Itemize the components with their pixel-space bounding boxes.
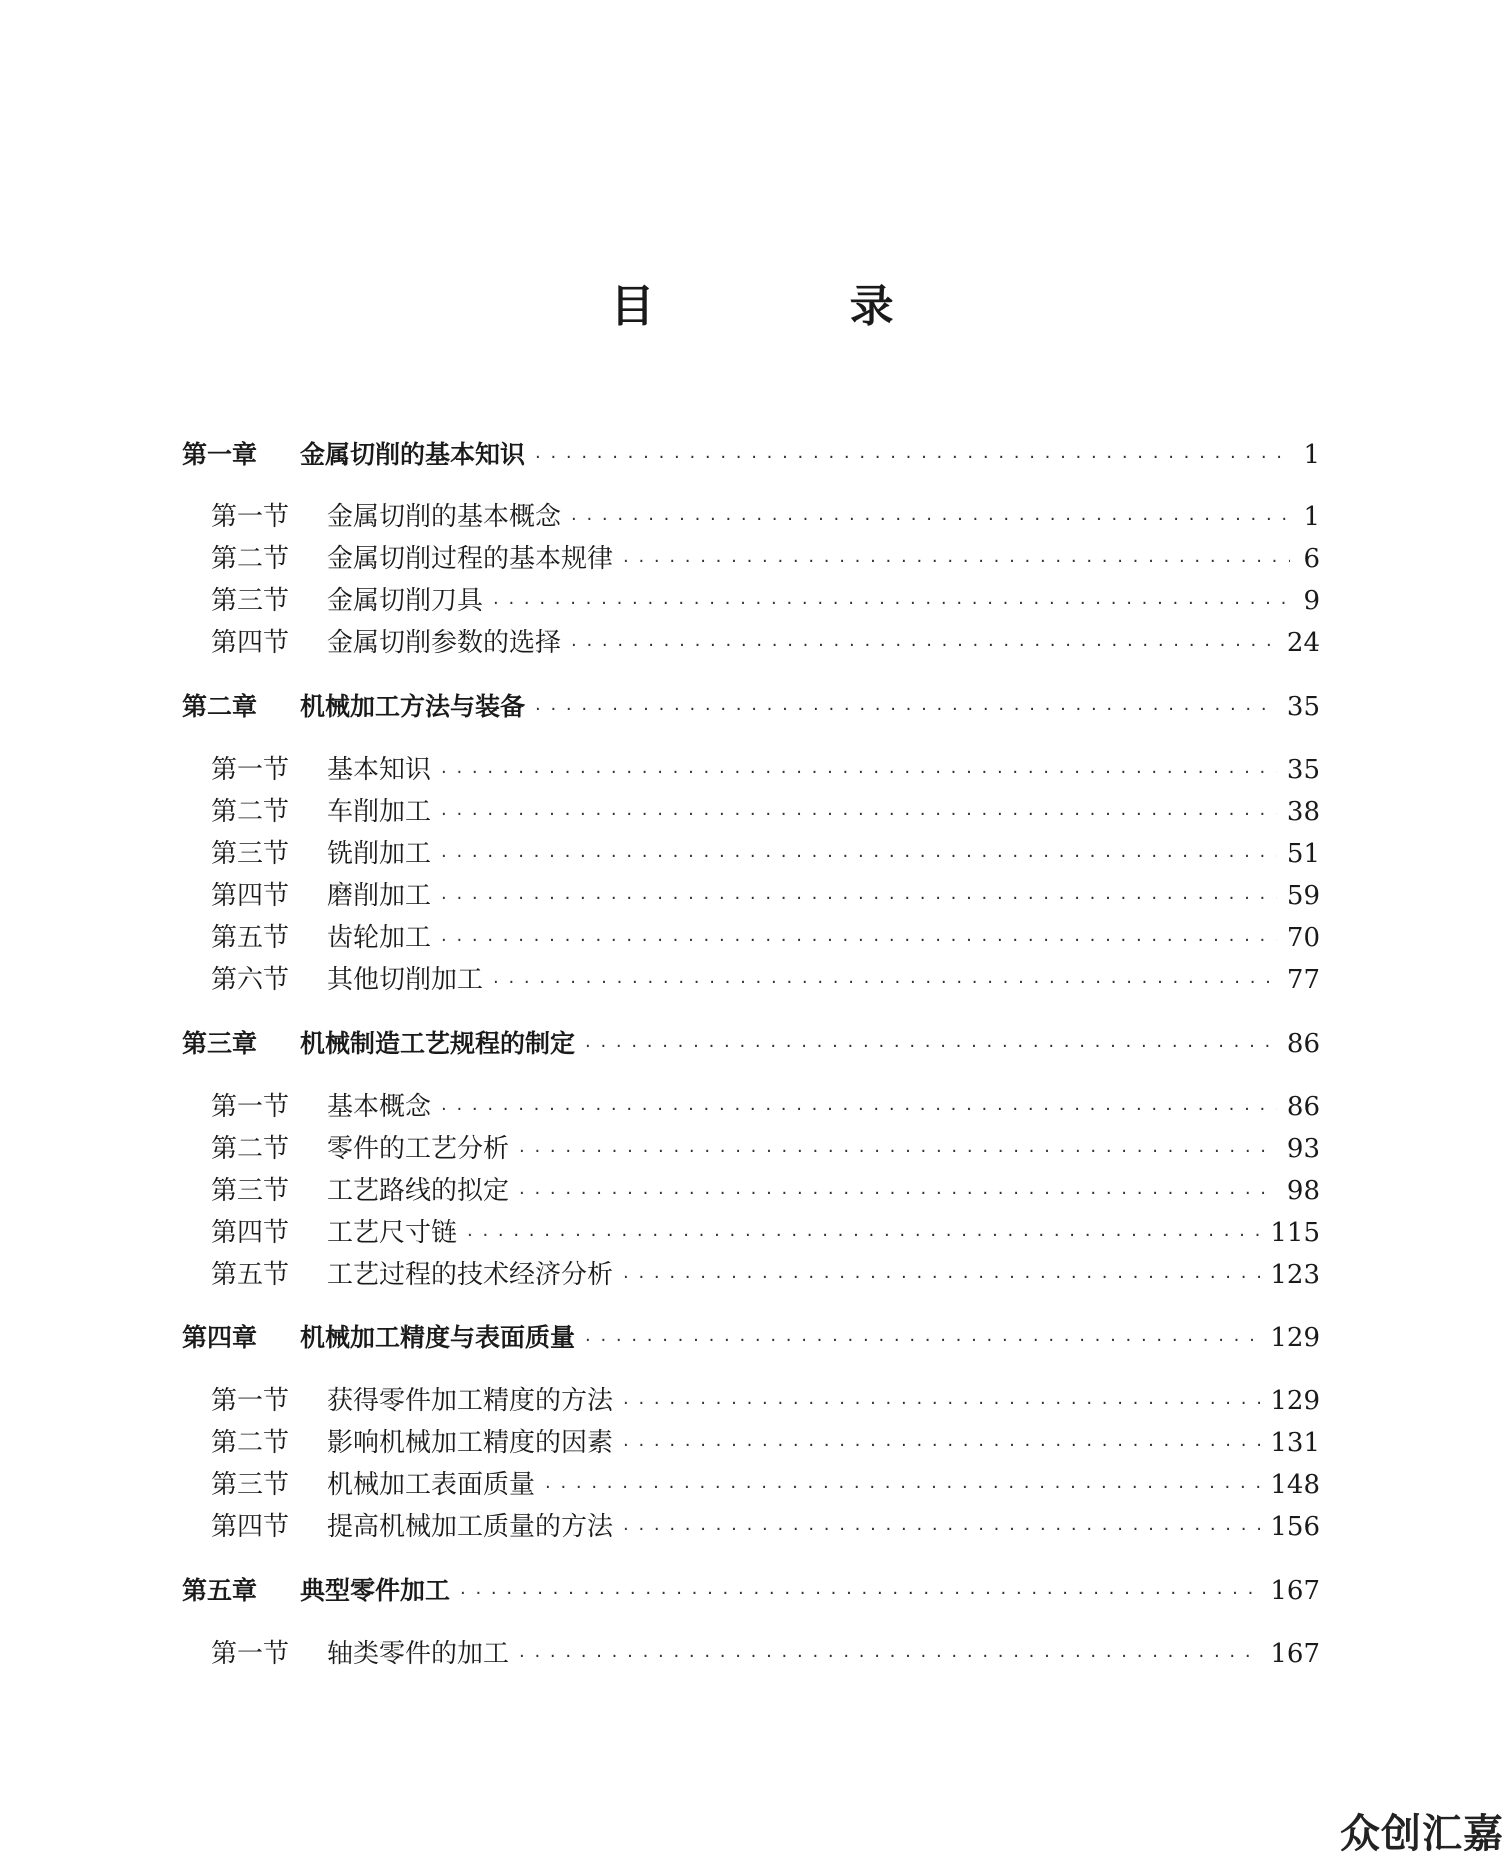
- page-number: 156: [1270, 1512, 1320, 1542]
- section-number: 第三节: [211, 586, 290, 616]
- page-number: 6: [1303, 544, 1320, 574]
- section-number: 第一节: [211, 1092, 290, 1122]
- section-title: 铣削加工: [327, 839, 432, 869]
- section-title: 其他切削加工: [327, 965, 484, 995]
- section-number: 第四节: [211, 1512, 290, 1542]
- chapter-title: 典型零件加工: [300, 1576, 451, 1605]
- section-number: 第一节: [211, 755, 290, 785]
- toc-section-row[interactable]: [211, 876, 1320, 916]
- chapter-number: 第一章: [182, 440, 258, 469]
- toc-section-row[interactable]: [211, 1087, 1320, 1127]
- toc-section-row[interactable]: [211, 750, 1320, 790]
- toc-section-row[interactable]: [211, 1381, 1320, 1421]
- section-title: 工艺过程的技术经济分析: [327, 1260, 614, 1290]
- page-number: 51: [1286, 839, 1320, 869]
- page-number: 70: [1286, 923, 1320, 953]
- section-title: 齿轮加工: [327, 923, 432, 953]
- section-title: 工艺路线的拟定: [327, 1176, 510, 1206]
- toc-chapter-row[interactable]: [182, 435, 1320, 475]
- toc-section-row[interactable]: [211, 918, 1320, 958]
- dot-leader: [623, 542, 1290, 582]
- section-number: 第二节: [211, 797, 290, 827]
- page-number: 86: [1286, 1029, 1320, 1059]
- toc-section-row[interactable]: [211, 539, 1320, 579]
- section-title: 机械加工表面质量: [327, 1470, 536, 1500]
- dot-leader: [493, 963, 1277, 1003]
- page-number: 93: [1286, 1134, 1320, 1164]
- section-title: 提高机械加工质量的方法: [327, 1512, 614, 1542]
- dot-leader: [623, 1510, 1260, 1550]
- page-number: 129: [1270, 1386, 1320, 1416]
- dot-leader: [535, 690, 1277, 730]
- toc-section-row[interactable]: [211, 1507, 1320, 1547]
- toc-section-row[interactable]: [211, 497, 1320, 537]
- section-title: 金属切削刀具: [327, 586, 484, 616]
- page-number: 35: [1286, 692, 1320, 722]
- chapter-title: 机械加工方法与装备: [300, 692, 526, 721]
- page-number: 77: [1286, 965, 1320, 995]
- dot-leader: [623, 1384, 1260, 1424]
- dot-leader: [519, 1132, 1277, 1172]
- dot-leader: [535, 438, 1290, 478]
- page-number: 167: [1270, 1576, 1320, 1606]
- toc-section-row[interactable]: [211, 1171, 1320, 1211]
- page-number: 86: [1286, 1092, 1320, 1122]
- dot-leader: [441, 879, 1277, 919]
- section-number: 第四节: [211, 1218, 290, 1248]
- section-title: 轴类零件的加工: [327, 1639, 510, 1669]
- section-number: 第二节: [211, 544, 290, 574]
- section-title: 获得零件加工精度的方法: [327, 1386, 614, 1416]
- page-number: 115: [1270, 1218, 1320, 1248]
- section-title: 金属切削的基本概念: [327, 502, 562, 532]
- page-number: 131: [1270, 1428, 1320, 1458]
- section-number: 第一节: [211, 502, 290, 532]
- watermark-logo: 众创汇嘉: [1340, 1811, 1504, 1857]
- section-number: 第四节: [211, 881, 290, 911]
- section-title: 基本知识: [327, 755, 432, 785]
- section-number: 第四节: [211, 628, 290, 658]
- section-number: 第六节: [211, 965, 290, 995]
- chapter-number: 第三章: [182, 1029, 258, 1058]
- section-number: 第一节: [211, 1639, 290, 1669]
- page-number: 129: [1270, 1323, 1320, 1353]
- page-number: 24: [1286, 628, 1320, 658]
- section-number: 第一节: [211, 1386, 290, 1416]
- chapter-number: 第二章: [182, 692, 258, 721]
- chapter-number: 第五章: [182, 1576, 258, 1605]
- toc-chapter-row[interactable]: [182, 687, 1320, 727]
- dot-leader: [571, 626, 1277, 666]
- page-number: 1: [1303, 502, 1320, 532]
- dot-leader: [571, 500, 1290, 540]
- dot-leader: [519, 1637, 1260, 1677]
- section-number: 第二节: [211, 1428, 290, 1458]
- dot-leader: [623, 1426, 1260, 1466]
- section-number: 第三节: [211, 839, 290, 869]
- dot-leader: [441, 795, 1277, 835]
- section-number: 第三节: [211, 1176, 290, 1206]
- section-title: 基本概念: [327, 1092, 432, 1122]
- chapter-title: 机械制造工艺规程的制定: [300, 1029, 576, 1058]
- page-title: 目 录: [610, 281, 984, 332]
- toc-chapter-row[interactable]: [182, 1571, 1320, 1611]
- toc-section-row[interactable]: [211, 1255, 1320, 1295]
- section-title: 磨削加工: [327, 881, 432, 911]
- toc-section-row[interactable]: [211, 1213, 1320, 1253]
- dot-leader: [493, 584, 1290, 624]
- dot-leader: [441, 753, 1277, 793]
- section-number: 第二节: [211, 1134, 290, 1164]
- toc-section-row[interactable]: [211, 1129, 1320, 1169]
- toc-section-row[interactable]: [211, 834, 1320, 874]
- toc-section-row[interactable]: [211, 1634, 1320, 1674]
- dot-leader: [441, 921, 1277, 961]
- page-number: 123: [1270, 1260, 1320, 1290]
- toc-chapter-row[interactable]: [182, 1024, 1320, 1064]
- dot-leader: [467, 1216, 1260, 1256]
- toc-section-row[interactable]: [211, 581, 1320, 621]
- toc-section-row[interactable]: [211, 960, 1320, 1000]
- page-number: 98: [1286, 1176, 1320, 1206]
- dot-leader: [585, 1027, 1277, 1067]
- section-number: 第五节: [211, 1260, 290, 1290]
- toc-section-row[interactable]: [211, 1423, 1320, 1463]
- dot-leader: [519, 1174, 1277, 1214]
- page-number: 148: [1270, 1470, 1320, 1500]
- section-title: 车削加工: [327, 797, 432, 827]
- dot-leader: [545, 1468, 1260, 1508]
- toc-section-row[interactable]: [211, 623, 1320, 663]
- section-title: 金属切削参数的选择: [327, 628, 562, 658]
- chapter-number: 第四章: [182, 1323, 258, 1352]
- toc-section-row[interactable]: [211, 1465, 1320, 1505]
- chapter-title: 机械加工精度与表面质量: [300, 1323, 576, 1352]
- dot-leader: [585, 1321, 1260, 1361]
- toc-chapter-row[interactable]: [182, 1318, 1320, 1358]
- section-title: 零件的工艺分析: [327, 1134, 510, 1164]
- dot-leader: [623, 1258, 1260, 1298]
- section-title: 金属切削过程的基本规律: [327, 544, 614, 574]
- section-title: 工艺尺寸链: [327, 1218, 458, 1248]
- page-number: 35: [1286, 755, 1320, 785]
- page-number: 59: [1286, 881, 1320, 911]
- section-number: 第五节: [211, 923, 290, 953]
- page-number: 9: [1303, 586, 1320, 616]
- page-number: 1: [1303, 440, 1320, 470]
- toc-section-row[interactable]: [211, 792, 1320, 832]
- dot-leader: [441, 1090, 1277, 1130]
- section-number: 第三节: [211, 1470, 290, 1500]
- dot-leader: [460, 1574, 1260, 1614]
- dot-leader: [441, 837, 1277, 877]
- page-number: 167: [1270, 1639, 1320, 1669]
- chapter-title: 金属切削的基本知识: [300, 440, 526, 469]
- section-title: 影响机械加工精度的因素: [327, 1428, 614, 1458]
- page-number: 38: [1286, 797, 1320, 827]
